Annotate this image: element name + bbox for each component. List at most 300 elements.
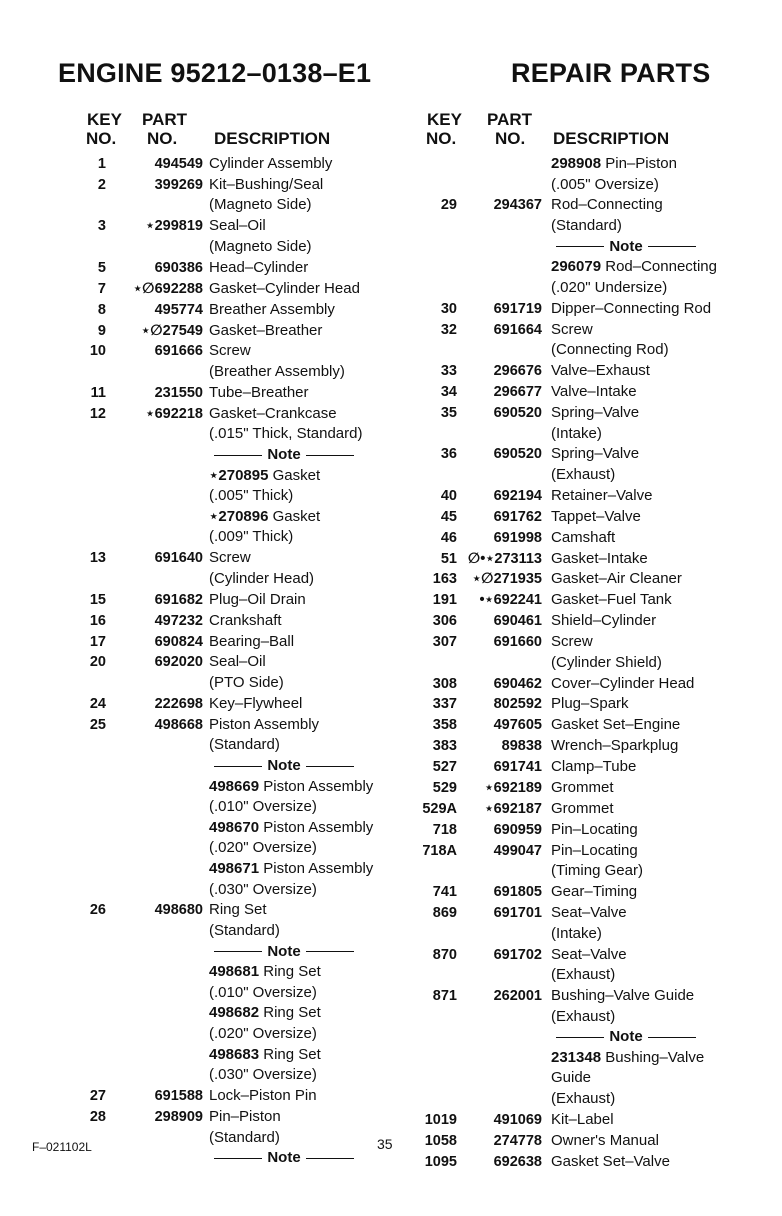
note-rule — [214, 766, 262, 767]
note-label: Note — [267, 445, 301, 463]
description-text: Screw — [209, 549, 251, 567]
description — [551, 569, 741, 590]
description-line — [551, 1110, 741, 1131]
part-number: 691682 — [154, 591, 203, 608]
column-header — [60, 110, 400, 154]
description-text: (Standard) — [209, 922, 280, 940]
parts-list — [401, 154, 741, 1172]
description-text: (.005" Thick) — [209, 487, 294, 505]
description-text: Pin–Locating — [551, 820, 638, 838]
description-line — [551, 361, 741, 382]
description-text: Bearing–Ball — [209, 632, 295, 650]
part-number: 692020 — [154, 654, 203, 671]
table-row — [401, 986, 741, 1110]
description-line — [551, 486, 741, 507]
table-row — [60, 279, 400, 300]
part-number: 691666 — [154, 343, 203, 360]
table-row — [401, 674, 741, 695]
description-line — [551, 590, 741, 611]
description-text: Gasket–Air Cleaner — [551, 570, 682, 588]
description-line — [551, 382, 741, 403]
key-number: 529A — [422, 800, 457, 817]
alternate-part-number: 498683 — [209, 1045, 260, 1063]
description — [551, 299, 741, 320]
note-rule — [306, 766, 354, 767]
description-line — [551, 424, 741, 445]
note-rule — [306, 455, 354, 456]
description — [209, 383, 400, 404]
description — [551, 903, 741, 944]
key-number: 46 — [440, 529, 457, 546]
description-text: Pin–Locating — [551, 841, 638, 859]
description-text: Spring–Valve — [551, 445, 640, 463]
description-line — [551, 611, 741, 632]
description-text: Valve–Exhaust — [551, 362, 650, 380]
description — [551, 715, 741, 736]
key-number: 307 — [432, 634, 457, 651]
description-text: Tube–Breather — [209, 383, 309, 401]
part-number: ⋆∅27549 — [141, 322, 203, 339]
description — [209, 611, 400, 632]
part-number: ⋆∅692288 — [133, 280, 203, 297]
table-row — [401, 841, 741, 882]
description-line — [209, 694, 400, 715]
description — [209, 321, 400, 342]
description-text: Grommet — [551, 779, 614, 797]
table-row — [401, 1152, 741, 1173]
table-row — [401, 757, 741, 778]
alternate-part-number: 498669 — [209, 777, 260, 795]
table-row — [401, 694, 741, 715]
key-header: KEY — [427, 110, 462, 129]
description — [551, 778, 741, 799]
part-number: 691762 — [493, 508, 542, 525]
description-text: Plug–Spark — [551, 695, 629, 713]
description-text: Kit–Bushing/Seal — [209, 175, 324, 193]
alternate-part-number: 296079 — [551, 258, 602, 276]
alternate-part-number: ⋆270896 — [209, 507, 269, 525]
description-text: Screw — [551, 320, 593, 338]
parts-list — [60, 154, 400, 1169]
key-number: 870 — [432, 946, 457, 963]
description-line — [209, 715, 400, 736]
key-number: 15 — [89, 591, 106, 608]
part-number: 690386 — [154, 259, 203, 276]
part-number: 691805 — [493, 884, 542, 901]
description-line — [209, 195, 400, 216]
description-text: Screw — [551, 633, 593, 651]
description-header: DESCRIPTION — [553, 129, 670, 148]
key-number: 29 — [440, 197, 457, 214]
table-row — [401, 1131, 741, 1152]
key-number: 1019 — [424, 1111, 457, 1128]
table-row — [60, 652, 400, 693]
description-line — [209, 424, 400, 445]
table-row — [401, 528, 741, 549]
note-rule — [214, 951, 262, 952]
note-divider — [551, 237, 701, 258]
part-number: 691664 — [493, 321, 542, 338]
part-number: 692638 — [493, 1153, 542, 1170]
description-line — [209, 362, 400, 383]
part-number: 691719 — [493, 300, 542, 317]
description — [551, 674, 741, 695]
description-line — [209, 279, 400, 300]
description-line — [551, 1131, 741, 1152]
table-row — [401, 486, 741, 507]
parts-column-left — [60, 110, 400, 1169]
part-number: ⋆∅271935 — [472, 571, 542, 588]
description-line — [551, 299, 741, 320]
key-number: 5 — [97, 259, 106, 276]
key-number: 26 — [89, 902, 106, 919]
description-text: Ring Set — [263, 963, 321, 981]
description-text: (.020" Oversize) — [209, 1024, 317, 1042]
key-number: 7 — [97, 280, 106, 297]
description-line — [551, 569, 741, 590]
table-row — [60, 611, 400, 632]
description-text: (PTO Side) — [209, 674, 284, 691]
description-text: Wrench–Sparkplug — [551, 737, 679, 755]
part-number: 692194 — [493, 487, 542, 504]
description-line — [209, 797, 400, 818]
key-number: 17 — [89, 633, 106, 650]
table-row — [401, 820, 741, 841]
description-text: Ring Set — [263, 1004, 321, 1022]
table-row — [60, 258, 400, 279]
description-line — [209, 527, 400, 548]
description-text: (Intake) — [551, 424, 602, 442]
note-label: Note — [267, 942, 301, 960]
key-number: 337 — [432, 696, 457, 713]
description-line — [551, 528, 741, 549]
description-line — [209, 900, 400, 921]
description-line — [209, 962, 400, 983]
description-line — [209, 404, 400, 425]
part-number: 690824 — [154, 633, 203, 650]
description — [209, 715, 400, 900]
description-line — [209, 590, 400, 611]
description-text: (Standard) — [209, 736, 280, 754]
description-text: (.020" Oversize) — [209, 839, 317, 857]
part-number: 298909 — [154, 1108, 203, 1125]
key-no-header: NO. — [86, 129, 117, 148]
key-number: 741 — [432, 884, 457, 901]
description-text: Piston Assembly — [209, 715, 320, 733]
description-line — [209, 880, 400, 901]
part-number: 690520 — [493, 404, 542, 421]
table-row — [60, 404, 400, 548]
key-number: 33 — [440, 363, 457, 380]
description-text: Piston Assembly — [263, 859, 374, 877]
description-line — [551, 882, 741, 903]
description — [209, 694, 400, 715]
note-label: Note — [609, 237, 643, 255]
description-line — [551, 841, 741, 862]
key-number: 45 — [440, 508, 457, 525]
part-number: 691702 — [493, 946, 542, 963]
description-text: Piston Assembly — [263, 777, 374, 795]
note-label: Note — [609, 1028, 643, 1046]
description-text: Seal–Oil — [209, 217, 266, 235]
description — [209, 1107, 400, 1169]
parts-column-right — [401, 110, 741, 1173]
description — [209, 1086, 400, 1107]
table-row — [401, 320, 741, 361]
description-line — [209, 983, 400, 1004]
description-line — [209, 175, 400, 196]
description-text: Rod–Connecting — [605, 258, 717, 276]
table-row — [401, 549, 741, 570]
description-text: Gasket Set–Valve — [551, 1152, 670, 1170]
description — [551, 1131, 741, 1152]
table-row — [401, 195, 741, 298]
description-text: Valve–Intake — [551, 383, 637, 401]
description-line — [551, 820, 741, 841]
part-number: 690959 — [493, 821, 542, 838]
alternate-part-number: ⋆270895 — [209, 466, 269, 484]
description — [551, 382, 741, 403]
description — [551, 632, 741, 673]
note-rule — [306, 951, 354, 952]
description-text: Guide — [551, 1069, 592, 1087]
part-number: 691741 — [493, 759, 542, 776]
note-divider — [209, 445, 359, 466]
description-line — [209, 300, 400, 321]
part-number: 294367 — [493, 197, 542, 214]
table-row — [60, 321, 400, 342]
description-text: Pin–Piston — [209, 1107, 281, 1125]
description-line — [551, 653, 741, 674]
part-number: 690461 — [493, 613, 542, 630]
description-text: Head–Cylinder — [209, 258, 309, 276]
key-number: 11 — [90, 384, 106, 401]
description-line — [209, 548, 400, 569]
part-header: PART — [487, 110, 533, 129]
description — [551, 507, 741, 528]
part-number: 499047 — [493, 842, 542, 859]
description-line — [209, 735, 400, 756]
description-line — [209, 507, 400, 528]
key-number: 25 — [89, 716, 106, 733]
description-text: (.005" Oversize) — [551, 175, 659, 193]
table-row — [60, 632, 400, 653]
description-text: (.009" Thick) — [209, 528, 294, 546]
key-number: 9 — [97, 322, 106, 339]
description-text: Gasket Set–Engine — [551, 716, 681, 734]
description-line — [209, 1107, 400, 1128]
description-text: Screw — [209, 342, 251, 360]
description-text: Cylinder Assembly — [209, 155, 333, 172]
table-row — [401, 715, 741, 736]
description-text: Breather Assembly — [209, 300, 335, 318]
description-line — [551, 320, 741, 341]
description — [551, 757, 741, 778]
section-title: REPAIR PARTS — [511, 58, 711, 88]
description-text: (Cylinder Head) — [209, 569, 315, 587]
table-row — [401, 569, 741, 590]
description-line — [551, 715, 741, 736]
description — [551, 486, 741, 507]
key-number: 1095 — [424, 1153, 457, 1170]
description-text: Pin–Piston — [605, 155, 677, 172]
table-row — [401, 778, 741, 799]
table-row — [401, 1110, 741, 1131]
description-line — [209, 466, 400, 487]
description — [551, 820, 741, 841]
description-line — [551, 757, 741, 778]
description-text: Rod–Connecting — [551, 196, 663, 214]
description — [551, 736, 741, 757]
table-row — [401, 507, 741, 528]
description-line — [551, 694, 741, 715]
description — [209, 175, 400, 216]
table-row — [401, 736, 741, 757]
note-rule — [214, 455, 262, 456]
alternate-part-number: 231348 — [551, 1048, 602, 1066]
table-row — [60, 341, 400, 382]
description — [551, 1152, 741, 1173]
description-line — [209, 1086, 400, 1107]
part-number: 498668 — [154, 716, 203, 733]
description-text: (Standard) — [209, 1128, 280, 1146]
table-row — [401, 945, 741, 986]
table-row — [60, 175, 400, 216]
part-number: ⋆299819 — [145, 218, 203, 235]
description-line — [551, 549, 741, 570]
description — [551, 945, 741, 986]
description-line — [209, 216, 400, 237]
part-number: 89838 — [501, 738, 542, 755]
part-number: 802592 — [493, 696, 542, 713]
description-line — [209, 673, 400, 694]
column-header — [401, 110, 741, 154]
description-text: Gasket — [272, 466, 321, 484]
description — [209, 300, 400, 321]
description-line — [551, 861, 741, 882]
key-number: 308 — [432, 675, 457, 692]
description-line — [551, 674, 741, 695]
description-text: Kit–Label — [551, 1110, 614, 1128]
description-text: (.015" Thick, Standard) — [209, 425, 363, 443]
description-line — [209, 777, 400, 798]
description-line — [551, 965, 741, 986]
description-line — [551, 632, 741, 653]
description-text: Seat–Valve — [551, 945, 627, 963]
key-number: 163 — [432, 571, 457, 588]
description — [551, 195, 741, 298]
table-row — [60, 548, 400, 589]
description-text: Key–Flywheel — [209, 694, 303, 712]
table-row — [60, 216, 400, 257]
description-line — [209, 859, 400, 880]
description — [209, 590, 400, 611]
description — [209, 900, 400, 1085]
part-number: 691998 — [493, 529, 542, 546]
description-text: (Exhaust) — [551, 966, 616, 984]
key-number: 869 — [432, 905, 457, 922]
description-line — [551, 216, 741, 237]
table-row — [60, 1107, 400, 1169]
part-number: 497605 — [493, 717, 542, 734]
page-title: ENGINE 95212–0138–E1 — [58, 58, 372, 88]
description-line — [209, 486, 400, 507]
key-number: 16 — [89, 612, 106, 629]
part-number: 690462 — [493, 675, 542, 692]
description-text: Gear–Timing — [551, 883, 638, 901]
description-line — [209, 321, 400, 342]
table-row — [60, 154, 400, 175]
table-row — [60, 300, 400, 321]
document-code: F–021102L — [32, 1140, 92, 1154]
description-text: (Magneto Side) — [209, 237, 312, 255]
table-row — [60, 590, 400, 611]
description-line — [209, 652, 400, 673]
key-number: 358 — [432, 717, 457, 734]
alternate-part-number: 498671 — [209, 859, 260, 877]
part-number: ∅•⋆273113 — [467, 550, 542, 567]
key-number: 51 — [440, 550, 457, 567]
note-rule — [214, 1158, 262, 1159]
key-number: 1 — [97, 156, 106, 172]
description-text: (.010" Oversize) — [209, 983, 317, 1001]
description-text: Bushing–Valve Guide — [551, 987, 695, 1005]
description-line — [551, 195, 741, 216]
key-number: 13 — [89, 550, 106, 567]
table-row — [60, 694, 400, 715]
part-number: 498680 — [154, 902, 203, 919]
key-number: 3 — [97, 218, 106, 235]
description — [551, 403, 741, 444]
note-rule — [556, 1037, 604, 1038]
part-number: 274778 — [493, 1132, 542, 1149]
key-number: 306 — [432, 613, 457, 630]
description — [209, 652, 400, 693]
description — [209, 404, 400, 548]
description — [551, 841, 741, 882]
table-row — [401, 611, 741, 632]
note-rule — [648, 1037, 696, 1038]
table-row — [401, 799, 741, 820]
key-number: 2 — [97, 176, 106, 193]
description-text: Shield–Cylinder — [551, 612, 657, 630]
description-text: (Breather Assembly) — [209, 363, 345, 381]
part-number: 691640 — [154, 550, 203, 567]
description-text: (.030" Oversize) — [209, 1066, 317, 1084]
description-text: Tappet–Valve — [551, 507, 641, 525]
part-number: 222698 — [154, 695, 203, 712]
alternate-part-number: 498681 — [209, 963, 260, 981]
description-text: Clamp–Tube — [551, 758, 637, 776]
description-line — [551, 507, 741, 528]
part-number: 262001 — [493, 988, 542, 1005]
description-line — [209, 1128, 400, 1149]
description-line — [551, 465, 741, 486]
key-number: 27 — [89, 1088, 106, 1105]
description-header: DESCRIPTION — [214, 129, 331, 148]
description-text: Owner's Manual — [551, 1131, 659, 1149]
table-row — [401, 382, 741, 403]
description-line — [551, 1007, 741, 1028]
description-line — [209, 341, 400, 362]
note-divider — [209, 942, 359, 963]
description-text: Gasket–Intake — [551, 549, 648, 567]
table-row — [401, 590, 741, 611]
description — [551, 1110, 741, 1131]
description — [551, 549, 741, 570]
description-line — [551, 1152, 741, 1173]
alternate-part-number: 298908 — [551, 155, 602, 172]
